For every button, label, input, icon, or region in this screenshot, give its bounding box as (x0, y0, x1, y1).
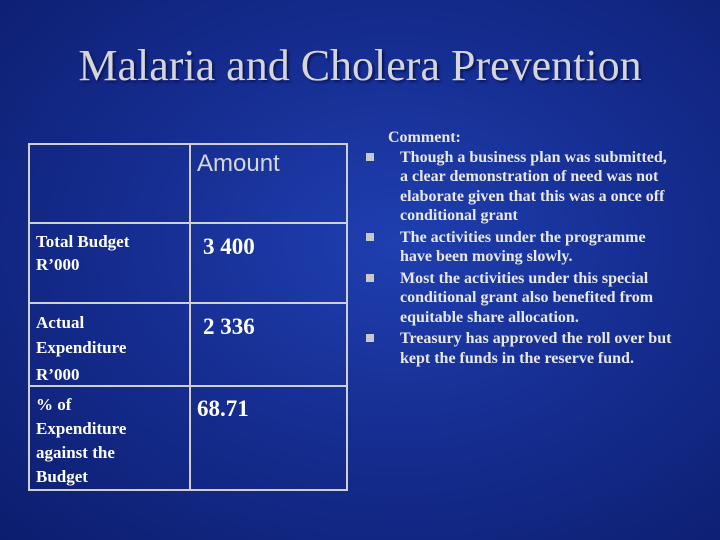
row-label-percent-expenditure: % of Expenditure against the Budget (36, 395, 127, 486)
list-item: Most the activities under this special conditional grant also benefited from equitable share allocation. (362, 269, 672, 328)
value-total-budget: 3 400 (203, 234, 255, 259)
list-item: Though a business plan was submitted, a clear demonstration of need was not elaborate given that this was a once off conditional grant (362, 148, 672, 226)
comments-heading: Comment: (388, 129, 461, 146)
slide-title: Malaria and Cholera Prevention (78, 41, 642, 90)
comments-list (362, 128, 672, 368)
table-row-divider (28, 302, 348, 304)
row-label-actual-expenditure: Actual Expenditure R’000 (36, 313, 127, 384)
table-column-divider (189, 143, 191, 491)
square-bullet-icon (366, 334, 374, 342)
value-percent-expenditure: 68.71 (197, 396, 249, 421)
amount-column-header: Amount (197, 150, 280, 177)
row-label-total-budget: Total Budget R’000 (36, 232, 130, 274)
square-bullet-icon (366, 153, 374, 161)
list-item: Treasury has approved the roll over but kept the funds in the reserve fund. (362, 329, 672, 368)
value-actual-expenditure: 2 336 (203, 314, 255, 339)
square-bullet-icon (366, 274, 374, 282)
list-item: The activities under the programme have been moving slowly. (362, 228, 672, 267)
table-row-divider (28, 222, 348, 224)
square-bullet-icon (366, 233, 374, 241)
